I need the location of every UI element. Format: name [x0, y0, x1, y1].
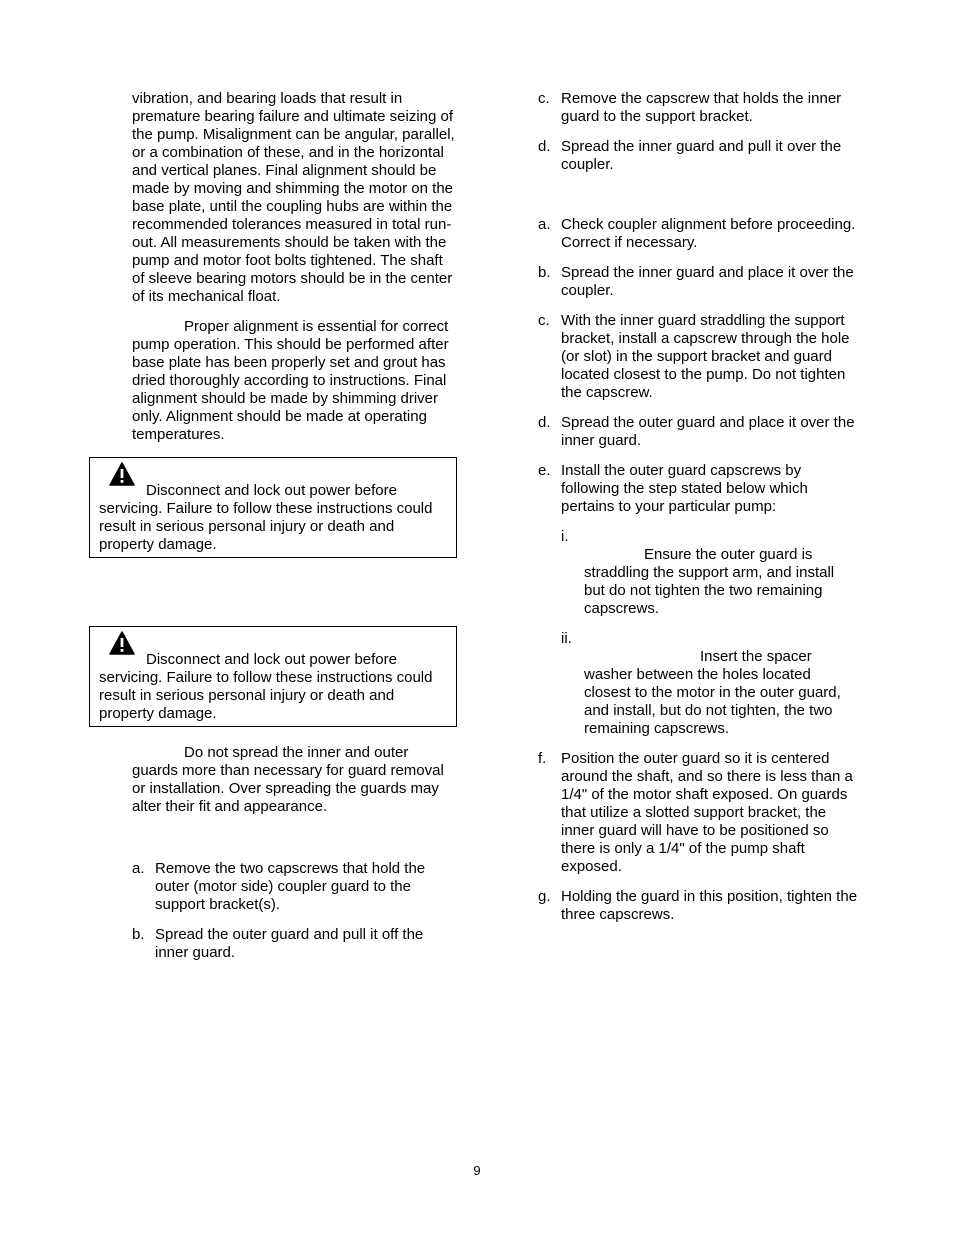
list-item-text: Spread the inner guard and pull it over the coupler. [561, 138, 842, 173]
list-marker: f. [538, 750, 547, 767]
list-marker: e. [538, 462, 551, 479]
list-item [538, 750, 858, 876]
list-item [538, 888, 858, 924]
list-item [132, 926, 457, 962]
list-marker: a. [538, 216, 551, 233]
list-item-text: Check coupler alignment before proceeding. Correct if necessary. [561, 216, 856, 251]
list-item [538, 216, 858, 252]
warning-triangle-icon [109, 462, 135, 486]
list-marker: c. [538, 312, 550, 329]
list-item [538, 138, 858, 174]
list-item-text: Spread the inner guard and place it over the coupler. [561, 264, 854, 299]
list-marker: d. [538, 138, 551, 155]
removal-steps-cont-list [538, 90, 858, 174]
sub-list-item-text: Insert the spacer washer between the holes located closest to the motor in the outer guard, and install, but do not tighten, the two remaining capscrews. [584, 648, 841, 737]
note-paragraph [132, 744, 457, 816]
sub-list-item [561, 630, 858, 738]
list-marker: d. [538, 414, 551, 431]
list-item-text: Install the outer guard capscrews by following the step stated below which pertains to your particular pump: [561, 462, 808, 515]
sub-list-item [561, 528, 858, 618]
sub-list-marker: ii. [561, 630, 572, 647]
warning-box-1 [89, 457, 457, 558]
list-item-text: With the inner guard straddling the support bracket, install a capscrew through the hole (or slot) in the support bracket and guard located closest to the pump. Do not tighten the capscrew. [561, 312, 850, 401]
warning-2-text: Disconnect and lock out power before servicing. Failure to follow these instructions could result in serious personal injury or death and property damage. [99, 651, 433, 722]
list-item [132, 860, 457, 914]
alignment-paragraph-text: Proper alignment is essential for correct pump operation. This should be performed after base plate has been properly set and grout has dried thoroughly according to instructions. Final alignment should be made by shimming driver only. Alignment should be made at operating temperatures. [132, 318, 449, 443]
note-paragraph-text: Do not spread the inner and outer guards more than necessary for guard removal or installation. Over spreading the guards may alter their fit and appearance. [132, 744, 444, 815]
list-item-text: Holding the guard in this position, tighten the three capscrews. [561, 888, 858, 923]
list-item [538, 264, 858, 300]
list-marker: a. [132, 860, 145, 877]
sub-list-marker: i. [561, 528, 569, 545]
list-marker: g. [538, 888, 551, 905]
sub-steps-list [561, 528, 858, 738]
removal-steps-list [132, 860, 457, 962]
left-column [89, 90, 457, 974]
right-column [538, 90, 858, 936]
list-marker: b. [538, 264, 551, 281]
intro-paragraph: vibration, and bearing loads that result in premature bearing failure and ultimate seizing of the pump. Misalignment can be angular, parallel, or a combination of these, and in the horizontal and vertical planes. Final alignment should be made by moving and shimming the motor on the base plate, until the coupling hubs are within the recommended tolerances measured in total run-out. All measurements should be taken with the pump and motor foot bolts tightened. The shaft of sleeve bearing motors should be in the center of its mechanical float. [132, 90, 455, 305]
warning-1-text: Disconnect and lock out power before servicing. Failure to follow these instructions could result in serious personal injury or death and property damage. [99, 482, 433, 553]
alignment-paragraph [132, 318, 457, 444]
list-item-text: Spread the outer guard and pull it off the inner guard. [155, 926, 424, 961]
list-item-text: Position the outer guard so it is centered around the shaft, and so there is less than a 1/4" of the motor shaft exposed. On guards that utilize a slotted support bracket, the inner guard will have to be positioned so there is only a 1/4" of the pump shaft exposed. [561, 750, 853, 875]
list-item [538, 414, 858, 450]
list-marker: b. [132, 926, 145, 943]
list-item-text: Remove the two capscrews that hold the outer (motor side) coupler guard to the support bracket(s). [155, 860, 426, 913]
list-item [538, 462, 858, 516]
warning-box-2 [89, 626, 457, 727]
list-item [538, 90, 858, 126]
page-number: 9 [473, 1163, 481, 1178]
list-item-text: Spread the outer guard and place it over the inner guard. [561, 414, 855, 449]
list-item-text: Remove the capscrew that holds the inner guard to the support bracket. [561, 90, 842, 125]
install-steps-list [538, 216, 858, 924]
list-item [538, 312, 858, 402]
sub-list-item-text: Ensure the outer guard is straddling the support arm, and install but do not tighten the two remaining capscrews. [584, 546, 835, 617]
warning-triangle-icon [109, 631, 135, 655]
list-marker: c. [538, 90, 550, 107]
